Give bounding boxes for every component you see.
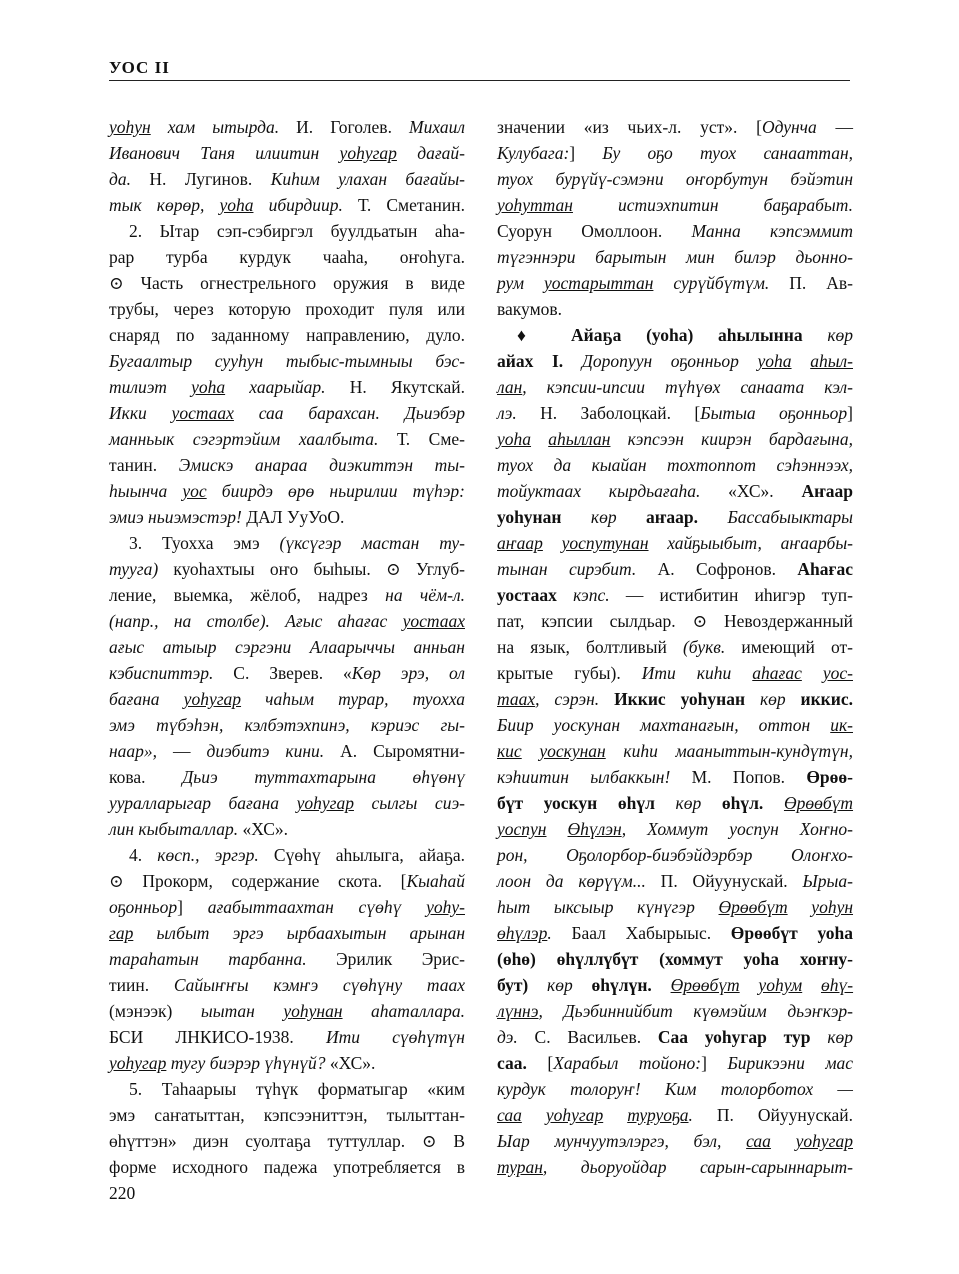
text-line: значении «из чьих-л. уст». [Одунча — [497,117,854,137]
text-line: уоһуттан истиэхпитин баҕарабыт. [497,195,853,215]
right-column [497,114,853,1180]
text-line: уоһугар тугу биэрэр үһүнүй? «ХС». [109,1053,376,1073]
text-line: Иванович Таня илиитин уоһугар дағай- [109,143,465,163]
text-line: рон, Оҕолорбор-биэбэйдэрбэр Олоҥхо- [497,845,853,865]
text-line: трубы, через которую проходит пуля или [109,299,465,319]
text-line: тууга) куоһахтыы оҥо быһыы. ⊙ Углуб- [109,559,465,579]
text-line: Икки уостаах саа барахсан. Дьиэбэр [109,403,465,423]
text-line: кэһиитин ылбаккын! М. Попов. Өрөө- [497,767,853,787]
text-line: рум уостарыттан сурүйбүтүм. П. Ав- [497,273,853,293]
text-line: Суорун Омоллоон. Манна кэпсэммит [497,221,854,241]
text-line: на язык, болтливый (букв. имеющий от- [497,637,853,657]
text-line: крытые губы). Ити киһи аһағас уос- [497,663,853,683]
text-line: 5. Таһаарыы түһүк форматыгар «ким [129,1079,465,1099]
text-line: аҥаар уоспутунан хайҕыыбыт, аҥаарбы- [497,533,853,553]
text-line: Ыар мунчуутэлэргэ, бэл, саа уоһугар [497,1131,853,1151]
text-line: (мэнээк) ыытан уоһунан аһаталлара. [109,1001,465,1021]
text-line: форме исходного падежа употребляется в [109,1157,465,1177]
text-line: уоһа аһыллан кэпсээн киирэн бардағына, [497,429,853,449]
text-line: рар турба курдук чааһа, оҥоһуга. [109,247,465,267]
text-line: тынан сирэбит. А. Софронов. Аһағас [497,559,854,579]
text-line: эмэ түбэһэн, кэлбэтэхпинэ, кэриэс гы- [109,715,465,735]
text-line: лан, кэпсии-ипсии түһүөх санаата кэл- [497,377,853,397]
text-line: оҕонньор] ағабыттаахтан сүөһү уоһу- [109,897,465,917]
text-line: саа. [Харабыл тойоно:] Бирикээни мас [497,1053,854,1073]
text-line: уоһунан көр аҥаар. Бассабыыктары [497,507,854,527]
text-line: туох бурүйү-сэмэни оҥорбутун бэйэтин [497,169,853,189]
text-line: гар ылбыт эргэ ырбаахытын арынан [109,923,465,943]
text-line: дэ. С. Васильев. Саа уоһугар тур көр [497,1027,853,1047]
text-line: бағана уоһугар чаһым турар, туохха [109,689,466,709]
text-line: тык көрөр, уоһа ибирдиир. Т. Сметанин. [109,195,465,215]
text-line: таах, сэрэн. Иккис уоһунан көр иккис. [497,689,853,709]
text-line: вакумов. [497,299,563,319]
text-line: лүннэ, Дьэбиннийбит күөмэйим дьэҥкэр- [497,1001,853,1021]
text-line: кэбиспиттэр. С. Зверев. «Көр эрэ, ол [109,663,465,683]
text-line: 2. Ытар сэп-сэбиргэл буулдьатын аһа- [129,221,465,241]
text-line: (напр., на столбе). Ағыс аһағас уостаах [109,611,465,631]
text-line: тойуктаах кырдьағаһа. «ХС». Аҥаар [497,481,853,501]
text-line: ⊙ Часть огнестрельного оружия в виде [109,273,465,293]
text-line: эмиэ ньиэмэстэр! ДАЛ УуУоО. [109,507,345,527]
left-column [109,114,465,1180]
text-line: уоһун хам ытырда. И. Гоголев. Михаил [109,117,465,137]
text-line: ⊙ Прокорм, содержание скота. [Кыаһай [109,871,465,891]
text-line: ууралларыгар бағана уоһугар сылгы сиэ- [109,793,465,813]
text-line: һыынча уос биирдэ өрө ньирилии түһэр: [109,481,465,501]
text-line: лин кыбыталлар. «ХС». [109,819,288,839]
text-line: Кулубага:] Бу оҕо туох санааттан, [497,143,853,163]
text-line: лоон да көрүүм... П. Ойуунускай. Ырыа- [497,871,853,891]
text-line: (өһө) өһүллүбүт (хоммут уоһа хоҥну- [497,949,853,969]
running-header [109,56,850,81]
text-line: ление, выемка, жёлоб, надрез на чём-л. [109,585,465,605]
text-line: тиин. Сайыҥҥы кэмҥэ сүөһүну таах [109,975,465,995]
text-line: айах I. Доропуун оҕонньор уоһа аһыл- [497,351,853,371]
text-line: уостаах кэпс. — истибитин иһигэр туп- [497,585,853,605]
text-line: туох да кыайан тохтоппот сэһэннээх, [497,455,853,475]
text-line: Бугаалтыр сууһун тыбыс-тымныы бэс- [109,351,465,371]
text-line: наар», — диэбитэ кини. А. Сыромятни- [109,741,465,761]
text-line: тараһатын тарбанна. Эрилик Эрис- [109,949,466,969]
text-line: ♦ Айаҕа (уоһа) аһылынна көр [517,325,854,345]
text-line: снаряд по заданному направлению, дуло. [109,325,465,345]
text-line: 4. көсп., эргэр. Сүөһү аһылыга, айаҕа. [129,845,465,865]
text-line: эмэ саҥатыттан, кэпсээниттэн, тылыттан- [109,1105,465,1125]
text-line: курдук толоруҥ! Ким толорботох — [497,1079,853,1099]
text-line: бут) көр өһүлүн. Өрөөбүт уоһум өһү- [497,975,854,995]
text-line: уоспун Өһүлэн, Хоммут уоспун Хоҥно- [497,819,854,839]
text-line: лэ. Н. Заболоцкай. [Бытыа оҕонньор] [497,403,853,423]
text-line: өһүттэн» диэн суолтаҕа туттуллар. ⊙ В [109,1131,465,1151]
text-line: танин. Эмискэ анараа диэкиттэн ты- [109,455,465,475]
text-line: БСИ ЛНКИСО-1938. Ити сүөһүтүн [109,1027,465,1047]
text-line: саа уоһугар туруоҕа. П. Ойуунускай. [497,1105,854,1125]
text-line: 3. Туохха эмэ (үксүгэр мастан ту- [129,533,465,553]
text-line: тилиэт уоһа хаарыйар. Н. Якутскай. [109,377,465,397]
text-line: кова. Дьиэ туттахтарына өһүөнү [109,767,465,787]
text-line: туран, дьоруойдар сарын-сарыннарыт- [497,1157,853,1177]
text-line: түгэннэри барытын мин билэр дьонно- [497,247,853,267]
page-number: 220 [109,1183,136,1203]
text-line: һыт ыксыыр күнүгэр Өрөөбүт уоһун [497,897,854,917]
text-line: бүт уоскун өһүл көр өһүл. Өрөөбүт [497,793,854,813]
text-line: өһүлэр. Баал Хабырыыс. Өрөөбүт уоһа [497,923,853,943]
running-header-title: УОС II [109,58,170,77]
text-line: Биир уоскунан махтанағын, оттон ик- [497,715,853,735]
text-line: кис уоскунан киһи мааныттын-кундүтүн, [497,741,853,761]
text-line: пат, кэпсии сылдьар. ⊙ Невоздержанный [497,611,853,631]
text-line: ағыс атыыр сэргэни Алаарыччы анньан [109,637,465,657]
text-line: да. Н. Лугинов. Киһим улахан бағайы- [109,169,465,189]
text-line: манньык сэгэртэйим хаалбыта. Т. Сме- [109,429,465,449]
